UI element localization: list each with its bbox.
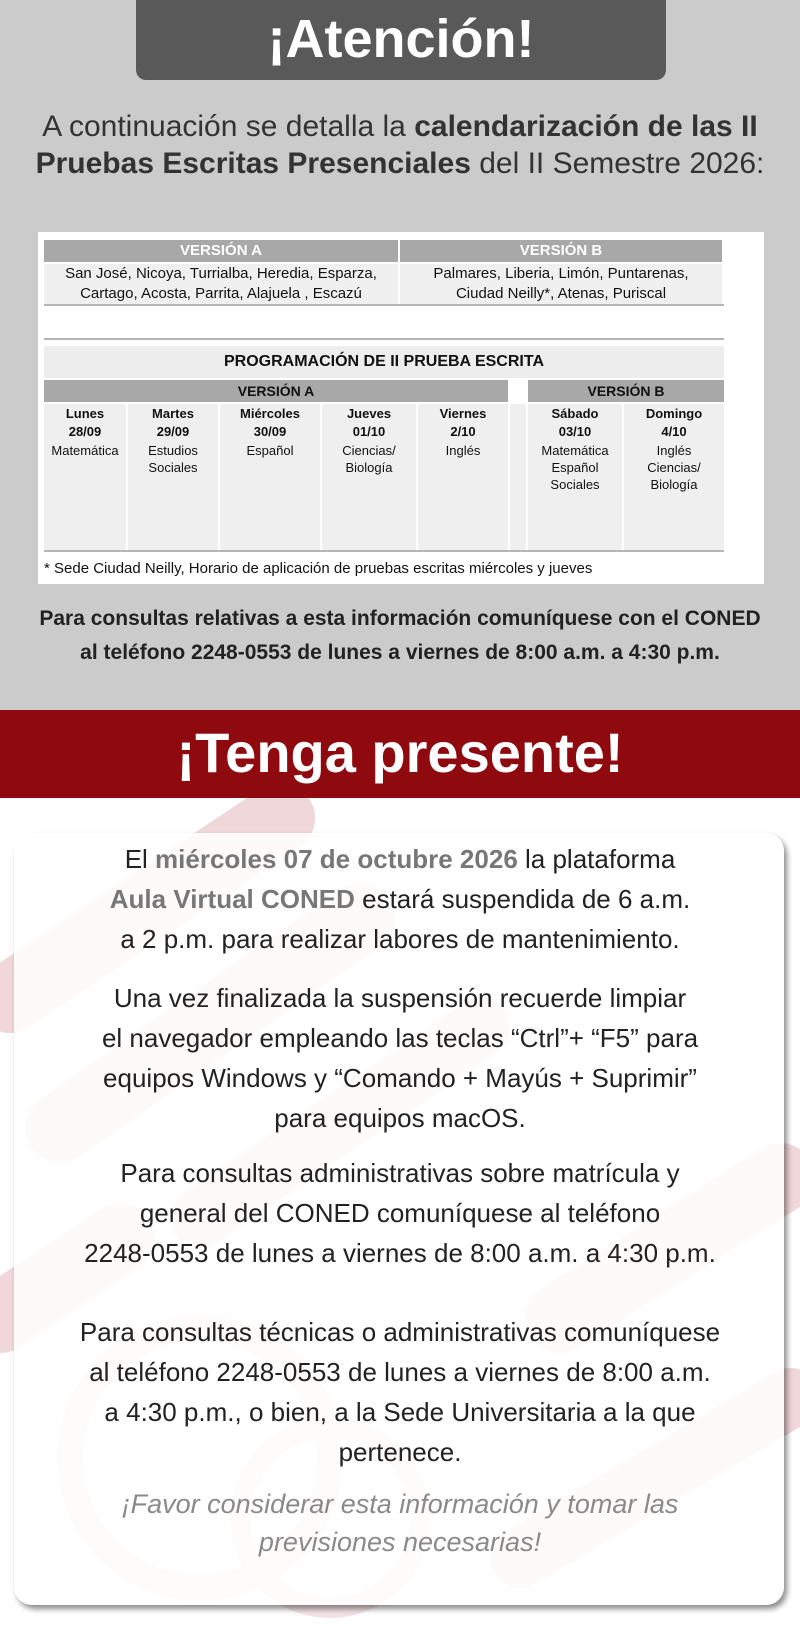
- cache-line: el navegador empleando las teclas “Ctrl”+ “F5” para: [101, 1023, 699, 1053]
- version-a-sites: [44, 264, 398, 304]
- version-b-sites-line: Palmares, Liberia, Limón, Puntarenas,: [433, 265, 689, 282]
- version-a-sites-line: San José, Nicoya, Turrialba, Heredia, Esparza,: [65, 265, 377, 282]
- schedule-day-col: [624, 404, 724, 550]
- schedule-day-col: [128, 404, 218, 550]
- day-date: 01/10: [352, 424, 386, 439]
- intro-text-end: del II Semestre 2026:: [470, 147, 765, 180]
- day-subjects: Matemática Español Sociales: [541, 443, 609, 492]
- attention-title: ¡Atención!: [136, 0, 666, 80]
- day-date: 4/10: [661, 424, 687, 439]
- maintenance-line: [0, 879, 800, 919]
- day-subjects: Inglés: [445, 443, 481, 458]
- prog-version-a-header: VERSIÓN A: [44, 380, 508, 402]
- day-date: 29/09: [156, 424, 190, 439]
- admin-line: general del CONED comuníquese al teléfono: [139, 1198, 661, 1228]
- maintenance-line: a 2 p.m. para realizar labores de mantenimiento.: [120, 924, 680, 954]
- cache-line: equipos Windows y “Comando + Mayús + Suprimir”: [103, 1063, 697, 1093]
- day-name: Lunes: [65, 406, 105, 421]
- divider: [44, 304, 724, 306]
- day-subjects: Inglés Ciencias/ Biología: [647, 443, 701, 492]
- intro-bold-text: calendarización de las II Pruebas Escritas Presenciales: [35, 110, 758, 180]
- browser-cache-paragraph: [0, 978, 800, 1138]
- version-b-sites-line: Ciudad Neilly*, Atenas, Puriscal: [455, 285, 667, 302]
- text: la plataforma: [517, 844, 676, 874]
- maintenance-line: [0, 839, 800, 879]
- attention-intro: [20, 108, 780, 182]
- maintenance-paragraph: [0, 839, 800, 959]
- day-date: 03/10: [558, 424, 592, 439]
- version-a-sites-line: Cartago, Acosta, Parrita, Alajuela , Escazú: [80, 285, 362, 302]
- admin-line: Para consultas administrativas sobre matrícula y: [120, 1158, 680, 1188]
- schedule-day-col: [322, 404, 416, 550]
- day-subjects: Matemática: [51, 443, 119, 458]
- day-name: Viernes: [439, 406, 487, 421]
- tech-line: pertenece.: [338, 1437, 462, 1467]
- version-b-sites: [400, 264, 722, 304]
- tech-line: Para consultas técnicas o administrativas comuníquese: [79, 1317, 721, 1347]
- day-subjects: Estudios Sociales: [148, 443, 198, 475]
- tech-line: al teléfono 2248-0553 de lunes a viernes de 8:00 a.m.: [89, 1357, 711, 1387]
- admin-line: 2248-0553 de lunes a viernes de 8:00 a.m. a 4:30 p.m.: [84, 1238, 716, 1268]
- contact-line: Para consultas relativas a esta información comuníquese con el CONED: [39, 607, 761, 630]
- closing-line: previsiones necesarias!: [258, 1527, 542, 1557]
- text: estará suspendida de 6 a.m.: [354, 884, 691, 914]
- day-name: Miércoles: [240, 406, 300, 421]
- closing-line: ¡Favor considerar esta información y tomar las: [121, 1489, 679, 1519]
- day-subjects: Ciencias/ Biología: [342, 443, 396, 475]
- divider: [44, 338, 724, 340]
- day-date: 30/09: [253, 424, 287, 439]
- schedule-document: [38, 232, 764, 584]
- schedule-day-col: [528, 404, 622, 550]
- version-a-header: VERSIÓN A: [44, 240, 398, 262]
- divider: [44, 550, 724, 552]
- version-b-header: VERSIÓN B: [400, 240, 722, 262]
- schedule-day-col: [418, 404, 508, 550]
- text: El: [124, 844, 156, 874]
- programacion-title: PROGRAMACIÓN DE II PRUEBA ESCRITA: [44, 346, 724, 378]
- maintenance-date: miércoles 07 de octubre 2026: [155, 844, 518, 874]
- day-subjects: Español: [246, 443, 294, 458]
- prog-version-b-header: VERSIÓN B: [528, 380, 724, 402]
- schedule-spacer-col: [510, 404, 526, 550]
- tech-contact-paragraph: [0, 1312, 800, 1472]
- day-name: Martes: [152, 406, 194, 421]
- closing-note: [0, 1485, 800, 1561]
- contact-line: al teléfono 2248-0553 de lunes a viernes de 8:00 a.m. a 4:30 p.m.: [80, 641, 720, 664]
- cache-line: para equipos macOS.: [274, 1103, 526, 1133]
- day-date: 2/10: [450, 424, 476, 439]
- day-date: 28/09: [68, 424, 102, 439]
- tech-line: a 4:30 p.m., o bien, a la Sede Universitaria a la que: [104, 1397, 696, 1427]
- schedule-day-col: [44, 404, 126, 550]
- schedule-day-col: [220, 404, 320, 550]
- reminder-title: ¡Tenga presente!: [0, 710, 800, 798]
- attention-section: [0, 0, 800, 710]
- contact-info-top: [10, 602, 790, 670]
- day-name: Domingo: [645, 406, 703, 421]
- cache-line: Una vez finalizada la suspensión recuerde limpiar: [113, 983, 687, 1013]
- day-name: Sábado: [551, 406, 599, 421]
- platform-name: Aula Virtual CONED: [109, 884, 355, 914]
- intro-text: A continuación se detalla la: [42, 110, 415, 143]
- day-name: Jueves: [346, 406, 392, 421]
- admin-contact-paragraph: [0, 1153, 800, 1273]
- schedule-footnote: * Sede Ciudad Neilly, Horario de aplicación de pruebas escritas miércoles y jueves: [44, 560, 593, 577]
